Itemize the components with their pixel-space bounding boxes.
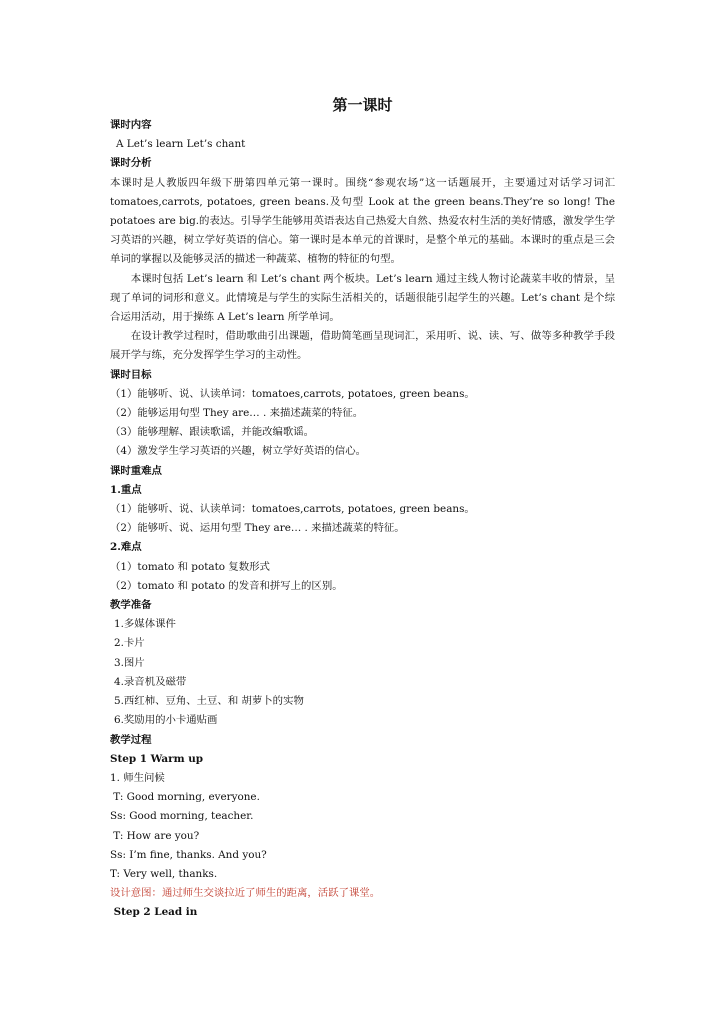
design-intent: 设计意图：通过师生交谈拉近了师生的距离，活跃了课堂。 xyxy=(110,887,381,900)
dialog-line: Ss: Good morning, teacher. xyxy=(110,810,254,823)
heading-preparation: 教学准备 xyxy=(110,599,152,612)
key-item: （1）能够听、说、认读单词：tomatoes,carrots, potatoes, green beans。 xyxy=(110,503,475,516)
dialog-line: T: Good morning, everyone. xyxy=(110,791,260,804)
page-title: 第一课时 xyxy=(332,96,393,114)
content-text: A Let’s learn Let’s chant xyxy=(116,138,246,151)
goal-item: （2）能够运用句型 They are… . 来描述蔬菜的特征。 xyxy=(110,407,364,420)
prep-item: 5.西红柿、豆角、土豆、和 胡萝卜的实物 xyxy=(114,695,304,708)
goal-item: （3）能够理解、跟读歌谣，并能改编歌谣。 xyxy=(110,426,315,439)
dialog-line: T: How are you? xyxy=(110,829,200,842)
key-item: （2）能够听、说、运用句型 They are… . 来描述蔬菜的特征。 xyxy=(110,522,405,535)
analysis-paragraph-3: 在设计教学过程时，借助歌曲引出课题，借助简笔画呈现词汇，采用听、说、读、写、做等多种教学手段展开学与练，充分发挥学生学习的主动性。 xyxy=(110,330,615,362)
prep-item: 2.卡片 xyxy=(114,637,145,650)
analysis-paragraph-1: 本课时是人教版四年级下册第四单元第一课时。围绕“参观农场”这一话题展开，主要通过对话学习词汇 tomatoes,carrots, potatoes, green beans.及句型 Look at the green beans.They’re so long! The potatoes are big.的表达。引导学生能够用英语表达自己热爱大自然、热爱农村生活的美好情感，激发学生学习英语的兴趣，树立学好英语的信心。第一课时是本单元的首课时，是整个单元的基础。本课时的重点是三会单词的掌握以及能够灵活的描述一种蔬菜、植物的特征的句型。 xyxy=(110,176,615,266)
dialog-line: T: Very well, thanks. xyxy=(110,867,218,880)
prep-item: 1.多媒体课件 xyxy=(114,618,176,631)
difficulty-item: （1）tomato 和 potato 复数形式 xyxy=(110,560,270,573)
heading-key-points: 课时重难点 xyxy=(110,464,162,477)
subheading-difficulty: 2.难点 xyxy=(110,541,142,554)
goal-item: （1）能够听、说、认读单词：tomatoes,carrots, potatoes, green beans。 xyxy=(110,387,475,400)
goal-item: （4）激发学生学习英语的兴趣，树立学好英语的信心。 xyxy=(110,445,366,458)
difficulty-item: （2）tomato 和 potato 的发音和拼写上的区别。 xyxy=(110,579,343,592)
prep-item: 4.录音机及磁带 xyxy=(114,675,187,688)
prep-item: 3.图片 xyxy=(114,656,145,669)
subheading-key: 1.重点 xyxy=(110,483,142,496)
step-1-heading: Step 1 Warm up xyxy=(110,752,204,765)
document-body xyxy=(110,94,615,923)
heading-content: 课时内容 xyxy=(110,119,152,131)
dialog-line: Ss: I’m fine, thanks. And you? xyxy=(110,848,267,861)
analysis-paragraph-2: 本课时包括 Let’s learn 和 Let’s chant 两个板块。Let’s learn 通过主线人物讨论蔬菜丰收的情景，呈现了单词的词形和意义。此情境是与学生的实际生活相关的，话题很能引起学生的兴趣。Let’s chant 是个综合运用活动，用于操练 A Let’s learn 所学单词。 xyxy=(110,272,615,324)
prep-item: 6.奖励用的小卡通贴画 xyxy=(114,714,218,727)
heading-analysis: 课时分析 xyxy=(110,157,152,170)
step-2-heading: Step 2 Lead in xyxy=(110,906,198,919)
heading-goals: 课时目标 xyxy=(110,368,152,381)
heading-process: 教学过程 xyxy=(110,733,152,746)
greeting-label: 1. 师生问候 xyxy=(110,771,165,784)
